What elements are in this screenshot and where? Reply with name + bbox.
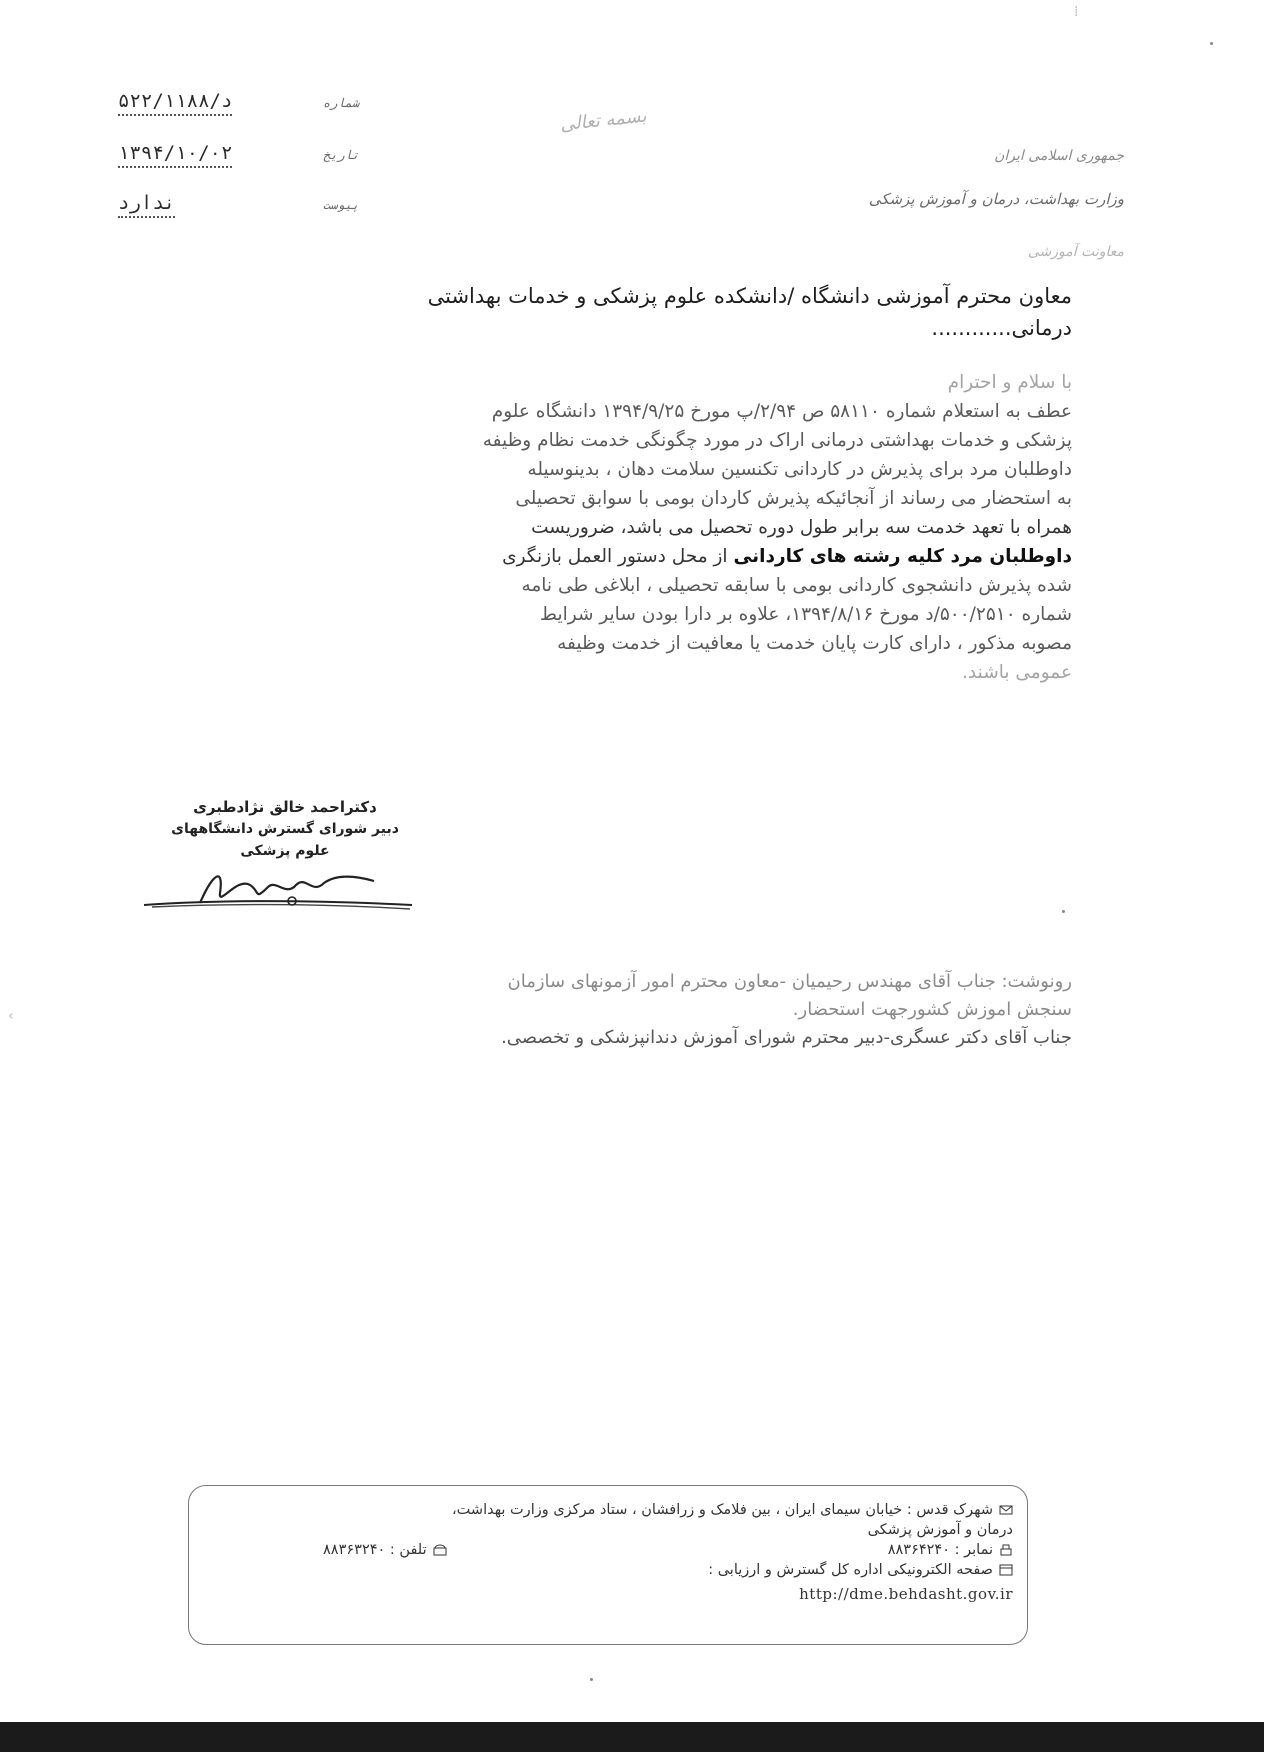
addressee-line-2: درمانی............ bbox=[931, 316, 1072, 340]
signatory-name: دکتراحمد خالق نژادطبری bbox=[193, 798, 377, 816]
body-line: پزشکی و خدمات بهداشتی درمانی اراک در مورد چگونگی خدمت نظام وظیفه bbox=[482, 430, 1072, 451]
footer-web bbox=[213, 1560, 1013, 1580]
signature-block bbox=[140, 796, 430, 862]
cc-line-1: رونوشت: جناب آقای مهندس رحیمیان -معاون محترم امور آزمونهای سازمان bbox=[507, 971, 1072, 992]
scan-speck bbox=[590, 1678, 593, 1681]
cc-line-2: سنجش اموزش کشورجهت استحضار. bbox=[792, 999, 1072, 1020]
body-line: عمومی باشند. bbox=[962, 662, 1072, 683]
footer-address-text: شهرک قدس : خیابان سیمای ایران ، بین فلامک و زرافشان ، ستاد مرکزی وزارت بهداشت، bbox=[452, 1502, 993, 1518]
scan-speck bbox=[1210, 42, 1213, 45]
greeting: با سلام و احترام bbox=[947, 372, 1072, 393]
footer-address bbox=[213, 1500, 1013, 1520]
letter-attachment bbox=[118, 192, 360, 218]
letter-date-value: ۱۳۹۴/۱۰/۰۲ bbox=[118, 142, 232, 168]
letter-number-value: د/۵۲۲/۱۱۸۸ bbox=[118, 90, 232, 116]
addressee bbox=[192, 280, 1072, 344]
bismillah-stamp: بسمه تعالی bbox=[559, 105, 648, 136]
body-line: همراه با تعهد خدمت سه برابر طول دوره تحصیل می باشد، ضروریست bbox=[531, 517, 1072, 538]
body-line: عطف به استعلام شماره ۵۸۱۱۰ ص ۲/۹۴/پ مورخ ۱۳۹۴/۹/۲۵ دانشگاه علوم bbox=[491, 401, 1072, 422]
fax-label: نمابر : bbox=[954, 1542, 993, 1558]
body-line: داوطلبان مرد برای پذیرش در کاردانی تکنسین سلامت دهان ، بدینوسیله bbox=[527, 459, 1072, 480]
phone-icon bbox=[433, 1544, 447, 1556]
footer-address-2: درمان و آموزش پزشکی bbox=[867, 1522, 1013, 1538]
signatory-title-2: علوم پزشکی bbox=[240, 843, 330, 859]
org-line-3: معاونت آموزشی bbox=[1027, 244, 1124, 260]
fax-number: ۸۸۳۶۴۲۴۰ bbox=[887, 1542, 951, 1558]
body-bold-rest: از محل دستور العمل بازنگری bbox=[502, 546, 728, 567]
footer-contact-box bbox=[188, 1485, 1028, 1645]
letter-date-label: تاریخ bbox=[323, 148, 360, 162]
phone-number: ۸۸۳۶۳۲۴۰ bbox=[323, 1542, 386, 1558]
body-line-emphasis bbox=[132, 542, 1072, 571]
scan-bottom-edge bbox=[0, 1722, 1264, 1752]
scan-edge-mark: ⁞ bbox=[1074, 4, 1079, 20]
footer-content bbox=[213, 1500, 1013, 1604]
letter-date bbox=[118, 142, 360, 168]
web-icon bbox=[999, 1564, 1013, 1576]
org-line-2: وزارت بهداشت، درمان و آموزش پزشکی bbox=[868, 190, 1124, 208]
footer-contact-row bbox=[323, 1540, 1013, 1560]
body-bold-text: داوطلبان مرد کلیه رشته های کاردانی bbox=[733, 546, 1072, 567]
cc-line-3: جناب آقای دکتر عسگری-دبیر محترم شورای آموزش دندانپزشکی و تخصصی. bbox=[501, 1027, 1072, 1048]
handwritten-signature-icon bbox=[142, 855, 422, 915]
footer-phone bbox=[323, 1540, 447, 1560]
scan-edge-mark: ‹ bbox=[8, 1008, 14, 1024]
letter-attachment-value: ندارد bbox=[118, 192, 175, 218]
footer-url-link[interactable]: http://dme.behdasht.gov.ir bbox=[799, 1585, 1013, 1603]
letter-number bbox=[118, 90, 360, 116]
addressee-line-1: معاون محترم آموزشی دانشگاه /دانشکده علوم پزشکی و خدمات بهداشتی bbox=[427, 284, 1072, 308]
org-line-1: جمهوری اسلامی ایران bbox=[994, 148, 1124, 164]
letter-number-label: شماره bbox=[323, 96, 360, 110]
cc-block bbox=[132, 968, 1072, 1052]
letter-attachment-label: پیوست bbox=[323, 198, 360, 212]
body-line: به استحضار می رساند از آنجائیکه پذیرش کاردان بومی با سوابق تحصیلی bbox=[515, 488, 1072, 509]
footer-fax bbox=[888, 1540, 1013, 1560]
body-line: مصوبه مذکور ، دارای کارت پایان خدمت یا معافیت از خدمت وظیفه bbox=[557, 633, 1072, 654]
body-line: شده پذیرش دانشجوی کاردانی بومی با سابقه تحصیلی ، ابلاغی طی نامه bbox=[521, 575, 1072, 596]
web-label: صفحه الکترونیکی اداره کل گسترش و ارزیابی : bbox=[708, 1562, 993, 1578]
fax-icon bbox=[999, 1544, 1013, 1556]
phone-label: تلفن : bbox=[389, 1542, 427, 1558]
letter-body bbox=[132, 368, 1072, 687]
signatory-title-1: دبیر شورای گسترش دانشگاههای bbox=[171, 821, 399, 837]
scan-speck bbox=[1062, 910, 1065, 913]
body-line: شماره ۵۰۰/۲۵۱۰/د مورخ ۱۳۹۴/۸/۱۶، علاوه بر دارا بودن سایر شرایط bbox=[539, 604, 1072, 625]
envelope-icon bbox=[999, 1504, 1013, 1516]
